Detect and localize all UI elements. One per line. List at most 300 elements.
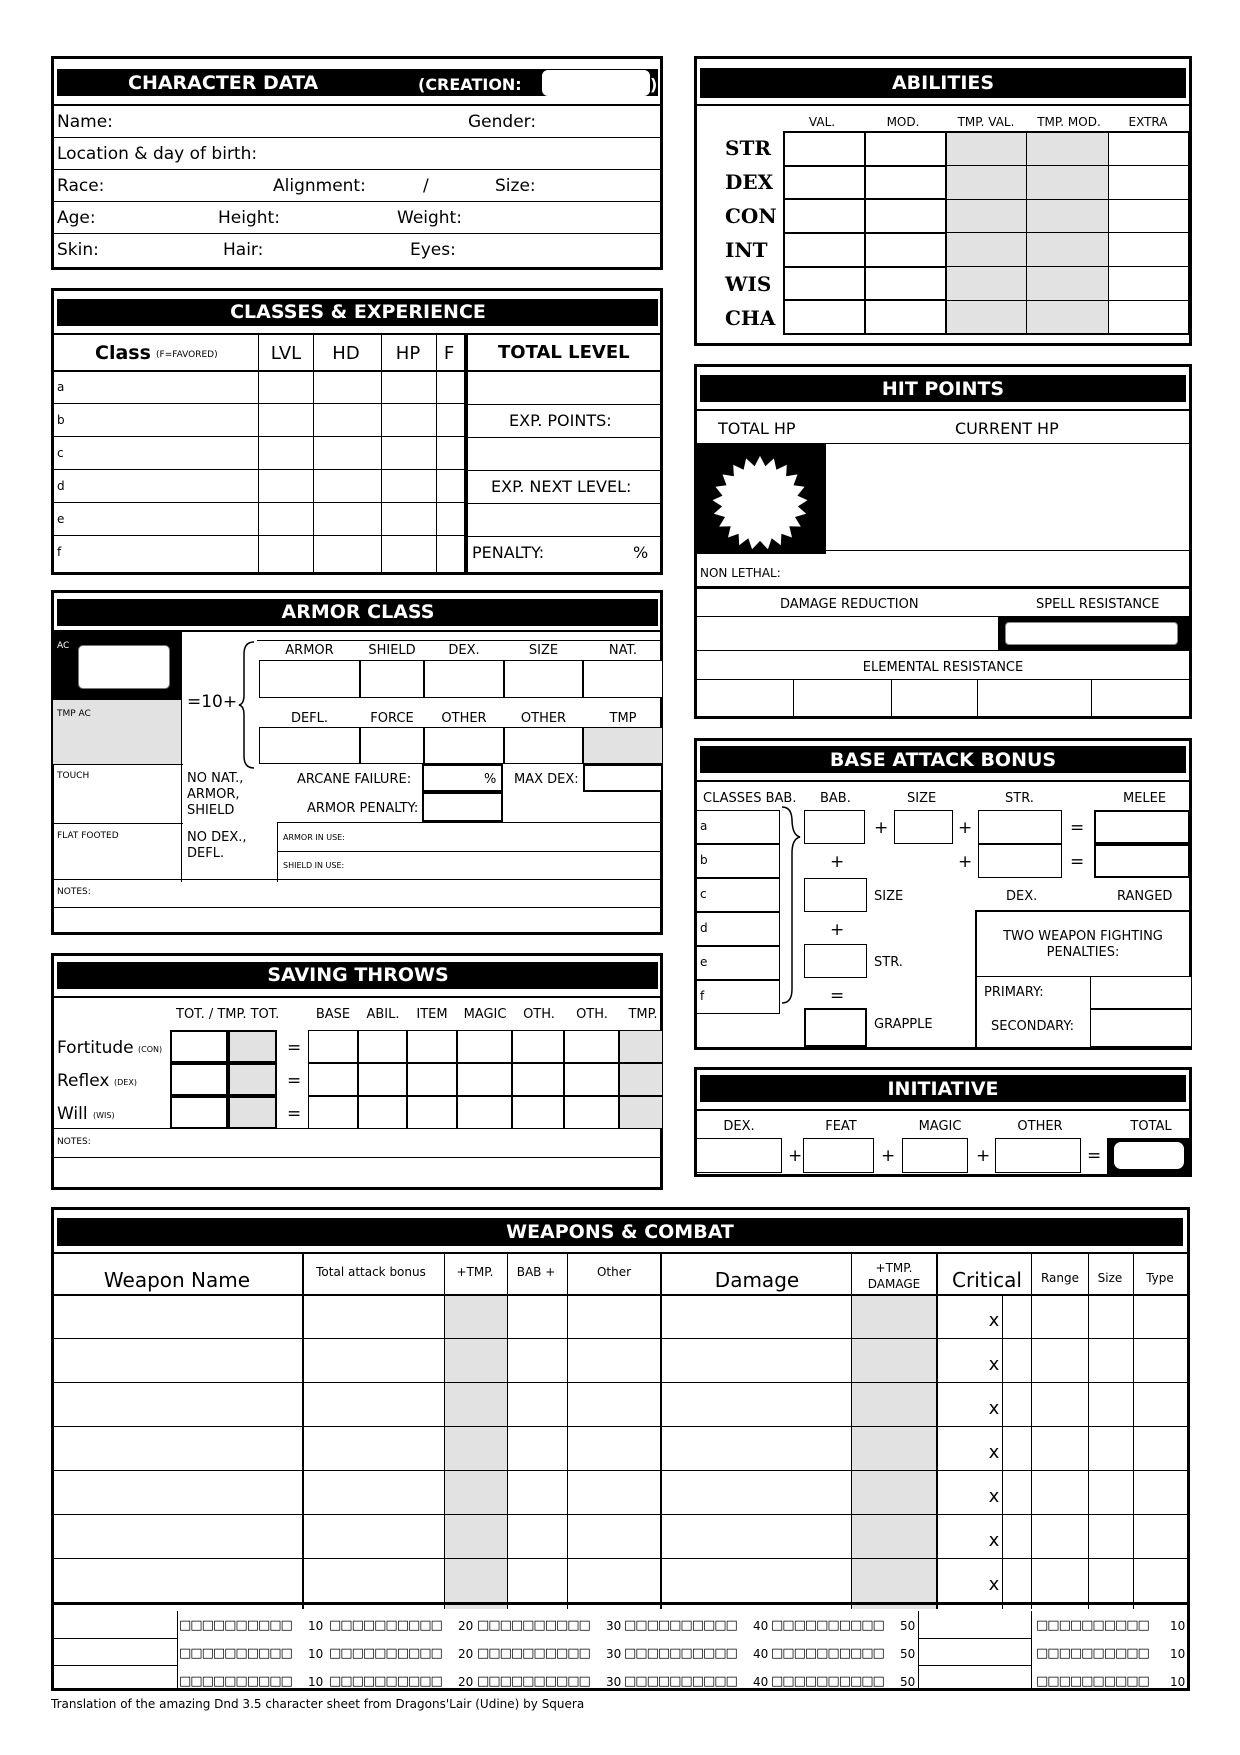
weapon-header-tmp-damage-1: +TMP. [875, 1261, 913, 1275]
ability-cell[interactable] [946, 233, 1027, 267]
weapon-name-input[interactable] [55, 1430, 295, 1466]
class-row-input[interactable] [100, 471, 255, 499]
bab-row-label: a [700, 819, 708, 833]
save-header-4: OTH. [523, 1007, 555, 1022]
ac-head1-1: SHIELD [368, 643, 416, 658]
weapon-name-input[interactable] [55, 1298, 295, 1334]
class-row-label: a [57, 380, 65, 394]
ability-str: STR [725, 136, 771, 160]
init-eq: = [1087, 1146, 1102, 1166]
ammo-boxes[interactable]: □□□□□□□□□□ [624, 1618, 737, 1633]
class-header-lvl: LVL [270, 343, 302, 364]
ability-con: CON [725, 204, 777, 228]
ammo-boxes[interactable]: □□□□□□□□□□ [477, 1674, 590, 1689]
save-equals: = [287, 1038, 302, 1058]
ac-scroll[interactable] [78, 645, 170, 689]
ability-cell[interactable] [946, 199, 1027, 233]
ammo-boxes[interactable]: □□□□□□□□□□ [179, 1674, 292, 1689]
ammo-boxes[interactable]: □□□□□□□□□□ [179, 1646, 292, 1661]
save-cell[interactable] [512, 1030, 564, 1063]
class-header-f: F [443, 343, 455, 364]
dex-label: DEX. [1006, 889, 1038, 904]
ammo-boxes-side[interactable]: □□□□□□□□□□ [1036, 1674, 1149, 1689]
save-cell[interactable] [358, 1030, 407, 1063]
classes-bab-label: CLASSES BAB. [703, 791, 797, 806]
ability-cell[interactable] [865, 166, 947, 200]
save-header-6: TMP. [628, 1007, 658, 1022]
touch-label[interactable]: TOUCH [57, 771, 90, 781]
secondary-box[interactable] [1090, 1009, 1192, 1047]
damage-reduction-label: DAMAGE REDUCTION [780, 597, 919, 612]
ability-cell[interactable] [1027, 300, 1109, 334]
ammo-mark: 50 [900, 1647, 916, 1661]
ability-cell[interactable] [946, 132, 1027, 166]
critical-x: x [988, 1442, 1000, 1463]
creation-input[interactable] [542, 70, 650, 96]
weapon-name-input[interactable] [55, 1342, 295, 1378]
classes-title: CLASSES & EXPERIENCE [230, 301, 486, 323]
current-hp-label: CURRENT HP [955, 419, 1059, 438]
race-field[interactable]: Race: [57, 176, 105, 196]
bab-str-box[interactable] [978, 810, 1062, 844]
save-cell[interactable] [564, 1096, 619, 1129]
weapon-header-other: Other [596, 1265, 632, 1279]
save-cell[interactable] [619, 1030, 663, 1063]
ammo-mark-side: 10 [1170, 1675, 1186, 1689]
class-row-label: f [57, 545, 62, 559]
bab-plus-5: + [830, 920, 845, 940]
grapple-box[interactable] [804, 1008, 867, 1047]
ac-head1-3: SIZE [528, 643, 559, 658]
init-other-box[interactable] [995, 1138, 1081, 1173]
favored-note: (F=FAVORED) [156, 350, 218, 360]
ability-cell[interactable] [865, 300, 947, 334]
class-row-input[interactable] [100, 372, 255, 400]
ammo-mark: 20 [458, 1675, 474, 1689]
class-row-input[interactable] [100, 537, 255, 565]
class-row-label: c [57, 446, 64, 460]
ammo-boxes[interactable]: □□□□□□□□□□ [329, 1646, 442, 1661]
ability-header-1: MOD. [886, 115, 920, 129]
grapple-size-label: SIZE [874, 889, 904, 904]
ac-input-1-2[interactable] [424, 660, 504, 698]
bab-plus-3: + [830, 852, 845, 872]
exp-points-label[interactable]: EXP. POINTS: [509, 411, 612, 430]
ammo-mark: 20 [458, 1647, 474, 1661]
ammo-mark: 30 [606, 1675, 622, 1689]
save-cell[interactable] [512, 1063, 564, 1096]
ammo-mark: 40 [753, 1647, 769, 1661]
no-nat-3: SHIELD [187, 803, 235, 818]
primary-label: PRIMARY: [984, 985, 1044, 1000]
secondary-label: SECONDARY: [991, 1019, 1074, 1034]
ac-input-2-1[interactable] [360, 727, 424, 764]
ammo-mark: 10 [308, 1619, 324, 1633]
ammo-boxes[interactable]: □□□□□□□□□□ [771, 1618, 884, 1633]
no-dex-1: NO DEX., [187, 830, 247, 845]
alignment-slash: / [423, 176, 429, 196]
ability-header-2: TMP. VAL. [957, 115, 1015, 129]
ac-input-2-3[interactable] [504, 727, 583, 764]
total-hp-label: TOTAL HP [718, 419, 796, 438]
ability-cell[interactable] [784, 267, 865, 301]
grapple-size-box[interactable] [804, 944, 867, 978]
ac-head1-0: ARMOR [285, 643, 334, 658]
saving-throws-title: SAVING THROWS [267, 964, 449, 986]
no-nat-1: NO NAT., [187, 771, 244, 786]
bab-row-label: e [700, 955, 708, 969]
weapon-header-tmp-damage-2: DAMAGE [867, 1277, 921, 1291]
ammo-boxes-side[interactable]: □□□□□□□□□□ [1036, 1646, 1149, 1661]
class-row-input[interactable] [100, 405, 255, 433]
bab-eq-3: = [830, 986, 845, 1006]
ac-input-2-2[interactable] [424, 727, 504, 764]
ammo-boxes[interactable]: □□□□□□□□□□ [771, 1646, 884, 1661]
penalty-percent: % [633, 543, 649, 562]
creation-close: ) [650, 75, 658, 94]
ammo-boxes[interactable]: □□□□□□□□□□ [329, 1674, 442, 1689]
ability-cell[interactable] [1108, 132, 1189, 166]
bab-class-row[interactable] [696, 946, 780, 980]
ammo-boxes[interactable]: □□□□□□□□□□ [624, 1646, 737, 1661]
save-equals: = [287, 1071, 302, 1091]
ability-header-0: VAL. [808, 115, 836, 129]
init-feat-box[interactable] [803, 1138, 874, 1173]
save-fortitude: Fortitude [57, 1038, 134, 1058]
ac-label: AC [57, 641, 70, 651]
init-header-0: DEX. [723, 1119, 755, 1134]
ammo-mark: 50 [900, 1619, 916, 1633]
ranged-label: RANGED [1117, 889, 1173, 904]
save-tmp-total-box[interactable] [228, 1030, 277, 1063]
init-magic-box[interactable] [902, 1138, 968, 1173]
non-lethal-label[interactable]: NON LETHAL: [700, 566, 781, 580]
armor-class-title: ARMOR CLASS [281, 601, 435, 623]
save-will: Will [57, 1104, 88, 1124]
hit-points-title: HIT POINTS [881, 378, 1005, 400]
ability-cell[interactable] [784, 166, 865, 200]
weapon-header-range: Range [1040, 1271, 1080, 1285]
melee-label: MELEE [1123, 791, 1167, 806]
character-data-title: CHARACTER DATA [128, 72, 319, 94]
creation-label: (CREATION: [418, 75, 522, 94]
ability-cell[interactable] [946, 267, 1027, 301]
bab-row-label: f [700, 989, 705, 1003]
age-field[interactable]: Age: [57, 208, 96, 228]
weapon-header-tmp: +TMP. [456, 1265, 494, 1279]
ammo-mark-side: 10 [1170, 1619, 1186, 1633]
weapon-header-critical: Critical [952, 1268, 1022, 1292]
critical-x: x [988, 1310, 1000, 1331]
grapple-bab-box[interactable] [804, 878, 867, 912]
class-row-input[interactable] [100, 504, 255, 532]
class-header-hd: HD [332, 343, 360, 364]
save-tmp-total-box[interactable] [228, 1096, 277, 1129]
spell-resistance-scroll[interactable] [1005, 622, 1178, 645]
base-attack-title: BASE ATTACK BONUS [829, 749, 1057, 771]
save-tmp-total-box[interactable] [228, 1063, 277, 1096]
bab-class-row[interactable] [696, 844, 780, 878]
ammo-mark: 40 [753, 1675, 769, 1689]
class-row-input[interactable] [100, 438, 255, 466]
ability-cell[interactable] [1108, 166, 1189, 200]
ability-cell[interactable] [1108, 267, 1189, 301]
save-total-box[interactable] [170, 1030, 228, 1063]
save-abil: (WIS) [93, 1111, 115, 1120]
save-cell[interactable] [308, 1063, 358, 1096]
skin-field[interactable]: Skin: [57, 240, 99, 260]
save-cell[interactable] [358, 1096, 407, 1129]
init-plus-3: + [976, 1146, 991, 1166]
ability-cell[interactable] [784, 199, 865, 233]
ammo-boxes[interactable]: □□□□□□□□□□ [329, 1618, 442, 1633]
ammo-mark: 10 [308, 1647, 324, 1661]
save-header-3: MAGIC [463, 1007, 507, 1022]
save-cell[interactable] [457, 1030, 512, 1063]
critical-x: x [988, 1354, 1000, 1375]
ability-cell[interactable] [784, 132, 865, 166]
critical-x: x [988, 1398, 1000, 1419]
ability-cell[interactable] [946, 166, 1027, 200]
ammo-mark: 50 [900, 1675, 916, 1689]
save-cell[interactable] [457, 1096, 512, 1129]
penalty-label[interactable]: PENALTY: [472, 543, 545, 562]
save-abil: (CON) [138, 1045, 163, 1054]
save-cell[interactable] [564, 1030, 619, 1063]
ac-notes-label[interactable]: NOTES: [57, 887, 91, 897]
ac-input-1-0[interactable] [259, 660, 360, 698]
ammo-mark: 30 [606, 1619, 622, 1633]
bab-str-label: STR. [1005, 791, 1034, 806]
armor-penalty-label: ARMOR PENALTY: [307, 801, 419, 816]
ability-cell[interactable] [865, 233, 947, 267]
ability-int: INT [725, 238, 768, 262]
ability-cell[interactable] [784, 233, 865, 267]
ability-cell[interactable] [1027, 166, 1109, 200]
save-cell[interactable] [512, 1096, 564, 1129]
arcane-pct: % [484, 772, 497, 787]
init-header-4: TOTAL [1130, 1119, 1172, 1134]
save-tot-label: TOT. / TMP. TOT. [176, 1007, 280, 1022]
ammo-mark-side: 10 [1170, 1647, 1186, 1661]
save-cell[interactable] [619, 1096, 663, 1129]
flat-footed-label[interactable]: FLAT FOOTED [57, 831, 119, 841]
save-cell[interactable] [358, 1063, 407, 1096]
bab-plus-4: + [958, 852, 973, 872]
save-equals: = [287, 1104, 302, 1124]
save-cell[interactable] [564, 1063, 619, 1096]
ability-cell[interactable] [1108, 199, 1189, 233]
primary-box[interactable] [1090, 976, 1192, 1009]
save-abil: (DEX) [114, 1078, 137, 1087]
bab-row-label: c [700, 887, 707, 901]
ammo-boxes[interactable]: □□□□□□□□□□ [624, 1674, 737, 1689]
shield-in-use-label[interactable]: SHIELD IN USE: [283, 861, 345, 870]
save-total-box[interactable] [170, 1096, 228, 1129]
ammo-boxes-side[interactable]: □□□□□□□□□□ [1036, 1618, 1149, 1633]
abilities-title: ABILITIES [891, 72, 995, 94]
save-cell[interactable] [407, 1063, 457, 1096]
save-reflex: Reflex [57, 1071, 110, 1091]
ranged-box[interactable] [1094, 844, 1190, 878]
save-notes-label[interactable]: NOTES: [57, 1137, 91, 1147]
no-dex-2: DEFL. [187, 846, 225, 861]
ammo-boxes[interactable]: □□□□□□□□□□ [477, 1646, 590, 1661]
alignment-field[interactable]: Alignment: [273, 176, 366, 196]
weapon-name-input[interactable] [55, 1518, 295, 1554]
hair-field[interactable]: Hair: [223, 240, 264, 260]
init-header-2: MAGIC [918, 1119, 962, 1134]
class-header-hp: HP [395, 343, 421, 364]
tmp-ac-label: TMP AC [57, 709, 91, 719]
weapon-name-input[interactable] [55, 1386, 295, 1422]
ac-input-2-4[interactable] [583, 727, 663, 764]
weapons-title: WEAPONS & COMBAT [506, 1221, 734, 1243]
ac-head1-4: NAT. [608, 643, 638, 658]
init-plus-2: + [881, 1146, 896, 1166]
ac-head2-4: TMP [609, 711, 637, 726]
bab-label: BAB. [820, 791, 851, 806]
total-level-label: TOTAL LEVEL [498, 342, 630, 363]
init-total-inner[interactable] [1114, 1142, 1184, 1169]
ability-cell[interactable] [865, 267, 947, 301]
bab-class-row[interactable] [696, 878, 780, 912]
grapple-str-label: STR. [874, 955, 903, 970]
weapon-header-name: Weapon Name [103, 1268, 251, 1292]
ammo-mark: 40 [753, 1619, 769, 1633]
bab-plus-1: + [874, 818, 889, 838]
arcane-failure-label: ARCANE FAILURE: [297, 772, 412, 787]
critical-x: x [988, 1574, 1000, 1595]
bab-row-label: b [700, 853, 708, 867]
grapple-label: GRAPPLE [874, 1017, 933, 1032]
gender-field[interactable]: Gender: [468, 112, 537, 132]
no-nat-2: ARMOR, [187, 787, 240, 802]
init-dex-box[interactable] [696, 1138, 782, 1173]
class-column-label: Class [95, 342, 151, 364]
bab-class-row[interactable] [696, 810, 780, 844]
ammo-boxes[interactable]: □□□□□□□□□□ [771, 1674, 884, 1689]
ability-cell[interactable] [946, 300, 1027, 334]
ability-cell[interactable] [1027, 199, 1109, 233]
starburst-icon [696, 443, 825, 554]
weapon-header-size: Size [1097, 1271, 1123, 1285]
save-header-5: OTH. [576, 1007, 608, 1022]
ammo-mark: 30 [606, 1647, 622, 1661]
ammo-mark: 20 [458, 1619, 474, 1633]
ac-brace [238, 640, 256, 770]
bab-size-box[interactable] [894, 810, 953, 844]
spell-resistance-label: SPELL RESISTANCE [1036, 597, 1160, 612]
ac-head2-2: OTHER [441, 711, 487, 726]
melee-box[interactable] [1094, 810, 1190, 844]
bab-eq-2: = [1070, 852, 1085, 872]
size-field[interactable]: Size: [495, 176, 536, 196]
ability-cell[interactable] [1027, 233, 1109, 267]
total-hp-box[interactable] [696, 443, 825, 554]
ac-head1-2: DEX. [448, 643, 480, 658]
weapon-header-bab: BAB + [516, 1265, 556, 1279]
save-cell[interactable] [407, 1096, 457, 1129]
save-header-2: ITEM [416, 1007, 448, 1022]
save-cell[interactable] [619, 1063, 663, 1096]
bab-dex-box[interactable] [978, 844, 1062, 878]
weapon-header-type: Type [1146, 1271, 1174, 1285]
init-plus-1: + [788, 1146, 803, 1166]
armor-penalty-box[interactable] [422, 792, 503, 822]
class-row-label: e [57, 512, 65, 526]
bab-class-row[interactable] [696, 912, 780, 946]
class-row-label: b [57, 413, 65, 427]
ability-cell[interactable] [784, 300, 865, 334]
bab-brace [780, 805, 802, 1005]
ac-head2-1: FORCE [370, 711, 414, 726]
weapon-header-damage: Damage [714, 1268, 800, 1292]
save-cell[interactable] [308, 1096, 358, 1129]
birth-field[interactable]: Location & day of birth: [57, 144, 258, 164]
save-cell[interactable] [407, 1030, 457, 1063]
elemental-resistance-label: ELEMENTAL RESISTANCE [862, 660, 1024, 675]
save-cell[interactable] [308, 1030, 358, 1063]
ability-cell[interactable] [865, 132, 947, 166]
ac-input-1-3[interactable] [504, 660, 583, 698]
ability-cell[interactable] [1027, 132, 1109, 166]
exp-next-label[interactable]: EXP. NEXT LEVEL: [491, 477, 632, 496]
bab-row-label: d [700, 921, 708, 935]
ability-cell[interactable] [1027, 267, 1109, 301]
ac-head2-0: DEFL. [290, 711, 329, 726]
ability-cell[interactable] [1108, 233, 1189, 267]
save-total-box[interactable] [170, 1063, 228, 1096]
ability-cell[interactable] [1108, 300, 1189, 334]
twf-label-2: PENALTIES: [1046, 945, 1120, 960]
critical-x: x [988, 1486, 1000, 1507]
init-header-1: FEAT [825, 1119, 857, 1134]
armor-in-use-label[interactable]: ARMOR IN USE: [283, 833, 345, 842]
max-dex-box[interactable] [583, 764, 663, 792]
save-cell[interactable] [457, 1063, 512, 1096]
max-dex-label: MAX DEX: [514, 772, 579, 787]
weapon-name-input[interactable] [55, 1562, 295, 1598]
twf-label-1: TWO WEAPON FIGHTING [1003, 929, 1163, 944]
height-field[interactable]: Height: [218, 208, 280, 228]
bab-eq-1: = [1070, 818, 1085, 838]
weight-field[interactable]: Weight: [397, 208, 462, 228]
ac-input-2-0[interactable] [259, 727, 360, 764]
initiative-title: INITIATIVE [887, 1078, 999, 1100]
name-field[interactable]: Name: [57, 112, 113, 132]
save-header-0: BASE [315, 1007, 351, 1022]
ability-header-4: EXTRA [1128, 115, 1168, 129]
footer-credit: Translation of the amazing Dnd 3.5 character sheet from Dragons'Lair (Udine) by Squera [51, 1697, 585, 1711]
ability-cell[interactable] [865, 199, 947, 233]
bab-size-label: SIZE [907, 791, 937, 806]
eyes-field[interactable]: Eyes: [410, 240, 456, 260]
ammo-boxes[interactable]: □□□□□□□□□□ [477, 1618, 590, 1633]
weapon-header-total: Total attack bonus [316, 1265, 426, 1279]
abilities-grid [783, 131, 1190, 335]
ammo-mark: 10 [308, 1675, 324, 1689]
ac-head2-3: OTHER [520, 711, 567, 726]
class-row-label: d [57, 479, 65, 493]
ac-input-1-1[interactable] [360, 660, 424, 698]
bab-box[interactable] [804, 810, 865, 844]
ac-input-1-4[interactable] [583, 660, 663, 698]
ammo-boxes[interactable]: □□□□□□□□□□ [179, 1618, 292, 1633]
bab-class-row[interactable] [696, 980, 780, 1014]
ac-base: =10+ [187, 692, 238, 712]
weapon-name-input[interactable] [55, 1474, 295, 1510]
